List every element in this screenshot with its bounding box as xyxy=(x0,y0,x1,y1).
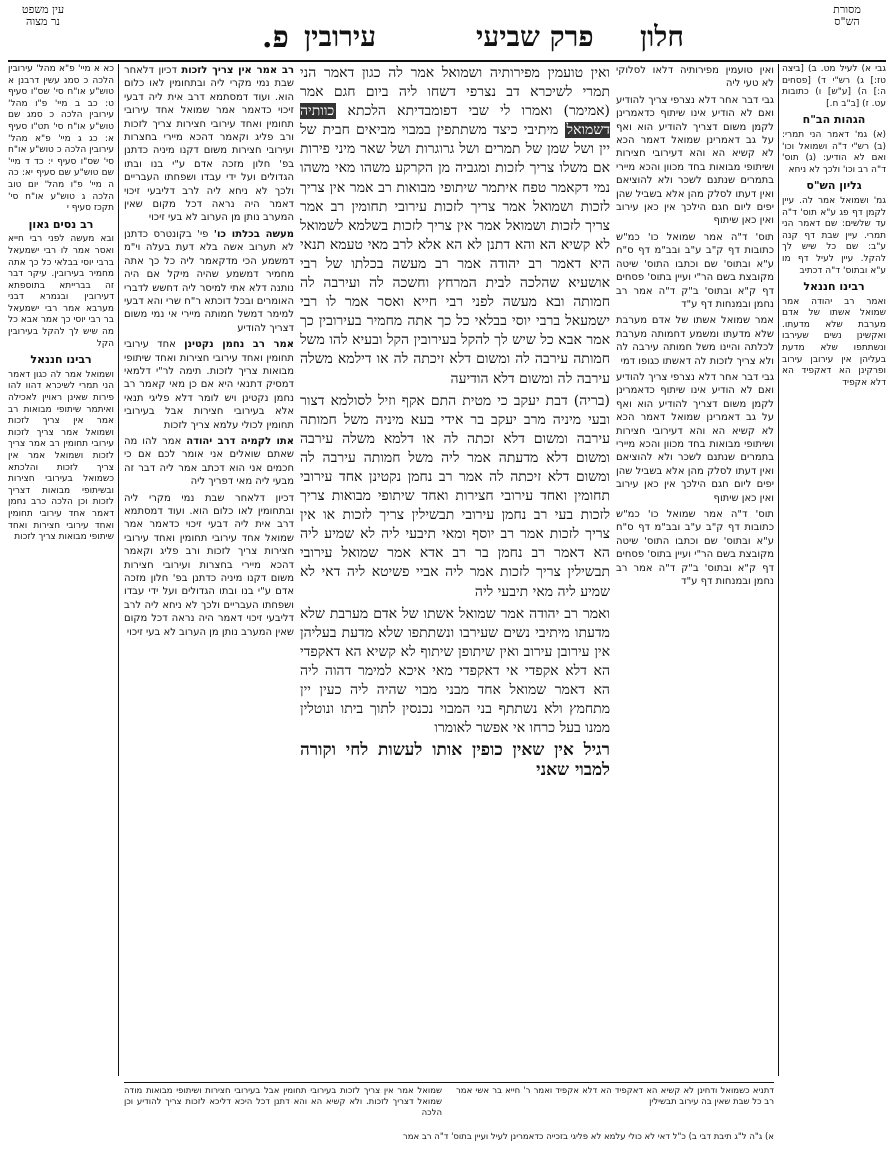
rashi-column xyxy=(616,64,774,1079)
rabbenu-chananel-text: ושמואל אמר לה כגון דאמר הני תמרי לשיכרא דהוו להו פירות שאינן ראויין לאכילה ואיתמר שיתופי מבואות רב אמר אין צריך לזכות ושמואל אמר צריך לזכות עירובי תחומין רב אמר צריך לזכות ושמואל אמר אין צריך לזכות והלכתא כשמואל בעירובי חצירות ובשיתופי מבואות דצריך לזכות וכן הלכה כרב נחמן דאמר אחד עירובי תחומין ואחד עירובי חצירות ואחד שיתופי מבואות צריך לזכות xyxy=(8,369,114,543)
tosafot-text-3: אחד עירובי תחומין ואחד עירובי חצירות ואחד שיתופי מבואות צריך לזכות. תימה לר"י דלמאי דמסיק דתנאי היא אם כן מאי קאמר רב נחמן נקטינן ויש לומר דלא פליגי תנאי אלא בעירובי חצירות אבל בעירובי תחומין לכולי עלמא צריך לזכות xyxy=(124,339,294,431)
tractate-name: עירובין xyxy=(304,20,377,53)
right-margin-column xyxy=(782,64,886,1079)
gemara-block-1: ואין טועמין מפירותיה ושמואל אמר לה כגון דאמר הני תמרי לשיכרא דב נצרפי דשחו ליה ביום חגם אמר (אמימר) ואמרו לי שבי דפומבדיתא הלכתא xyxy=(300,65,610,120)
footnote-right: דתניא כשמואל ודחינן לא קשיא הא דאקפיד הא דלא אקפיד ואמר ר' חייא בר אשי אמר רב כל שבת שאין בה עירוב תבשילין xyxy=(456,1086,774,1107)
rabbenu-heading-right: רבינו חננאל xyxy=(803,280,865,294)
tosafot-heading-4: אתו לקמיה דרב יהודה xyxy=(186,435,294,447)
tosafot-text-repeat: דכיון דלאחר שבת נמי מקרי ליה ובתחומין לאו כלום הוא. ועוד דמסתמא דרב אית ליה דבעי זיכוי כדאמר אמר שמואל אחד עירובי תחומין ואחד עירובי חצירות צריך לזכות ורב פליג וקאמר דהכא מיירי בחצרות ועירובי חצירות משום דקנו מיניה כדתנן בפ' חלון מזכה אדם ע"י בנו ובתו הגדולים ועל ידי עבדו ושפחתו העבריים ולכך לא ניחא ליה לרב דליבעי זיכוי דאמר היה נראה דכל מקום שאין המערב נותן מן הערוב לא בעי זיכוי xyxy=(124,492,294,638)
rabbenu-chananel-heading: רבינו חננאל xyxy=(30,353,92,367)
hagahot-text: (א) גמ' דאמר הני תמרי: (ב) רש"י ד"ה ושמואל וכו' ואם לא הודיע: (ג) תוס' ד"ה רב וכו' ולכך לא ניחא xyxy=(782,129,886,175)
tosafot-column xyxy=(124,64,294,1079)
footnote-left: שמואל אמר אין צריך לזכות בעירובי תחומין אבל בעירובי חצירות ושיתופי מבואות מודה שמואל דצריך לזכות. ולא קשיא הא והא דתנן דכל היכא דליכא לזכות צריך להודיע וכן הלכה xyxy=(124,1086,442,1118)
rashi-body-repeat: גבי דבר אחר דלא נצרפי צריך להודיע ואם לא הודיע אינו שיתוף כדאמרינן לקמן משום דצריך להודיע הוא ואף על גב דאמרינן שמואל דאמר הכא לא קשיא הא והא דעירובי חצירות ושיתופי מבואות בחד מכוון והכא מיירי בתמרים שנתנם לשכר ולא להוציאם ואין דעתו לסלק מהן אלא בשביל שהן יפים ליום חגם הילכך אין כאן עירוב ואין כאן שיתוף xyxy=(616,371,774,504)
hagahot-heading: הגהות הב"ח xyxy=(802,113,866,127)
chapter-label: פרק שביעי xyxy=(476,20,594,53)
tosafot-text-4: אמר להו מה שאתם שואלים אני אומר לכם אם כי חכמים אני הוא דכתב אמר ליה דבר זה מבעי ליה מאי דפריך ליה xyxy=(124,435,294,488)
rashi-body-3: אמר שמואל אשתו של אדם מערבת שלא מדעתו ומשמע דחמותה מערבת לכלתה והיינו משל חמותה עירבה לה ולא צריך לזכות לה דאשתו כגופו דמי xyxy=(616,315,774,367)
tosafot-text-2: פי' בקונטרס כדתנן לא תערוב אשה בלא דעת בעלה וי"מ דמשמע הכי מדקאמר ליה כל כך אתה מחמיר דמשמע שהיה מיקל אם היה נותנה דלא אתי למיסר ליה דחשש לדברי האומרים ובכל דוכתא ר"ח שרי והא דבעי למימר דמשל חמותה מיירי אי נמי משום דצריך להודיע xyxy=(124,228,294,334)
chapter-name: חלון xyxy=(640,20,684,53)
tosafot-heading-3: אמר רב נחמן נקטינן xyxy=(184,339,294,351)
ein-mishpat-text: כא א מיי' פ"א מהל' עירובין הלכה כ סמג עשין דרבנן א טוש"ע או"ח סי' שס"ו סעיף ט: כב ב מיי' פ"ו מהל' עירובין הלכה כ סמג שם טוש"ע או"ח סי' תט"ו סעיף א: כג ג מיי' פ"א מהל' עירובין הלכה כ טוש"ע או"ח סי' שס"ו סעיף י: כד ד מיי' שם טוש"ע שם סעיף יא: כה ה מיי' פ"ו מהל' יום טוב הלכה ג טוש"ע או"ח סי' תקכז סעיף י xyxy=(8,64,114,214)
rav-nissim-heading: רב נסים גאון xyxy=(28,217,94,231)
rabbenu-right-text: ואמר רב יהודה אמר שמואל אשתו של אדם מערבת שלא מדעתו. ואקשינן נשים שעירבו ונשתתפו שלא מדעת בעליהן אין עירובן עירוב ופרקינן הא דאקפיד הא דלא אקפיד xyxy=(782,296,886,388)
rashi-body-2: תוס' ד"ה אמר שמואל כו' כמ"ש כתובות דף ק"ב ע"ב ובב"מ דף ס"ח ע"א ובתוס' שם וכתבו התוס' שיטה מקובצת בשם הר"י ועיין בתוס' פסחים דף ק"א ובתוס' ב"ק ד"ה אמר רב נחמן ובמנחות דף ע"ד xyxy=(616,231,774,310)
footnote-bottom: א) ג"ה ל"ג תיבת דבי ב) כ"ל דאי לא כולי עלמא לא פליגי בזכייה כדאמרינן לעיל ועיין בתוס' ד"ה רב אמר xyxy=(402,1132,774,1142)
gilyon-heading: גליון הש"ס xyxy=(806,179,862,193)
tosafot-text-1: דכיון דלאחר שבת נמי מקרי ליה ובתחומין לאו כלום הוא. ועוד דמסתמא דרב אית ליה דבעי זיכוי כדאמר אמר שמואל אחד עירובי תחומין ואחד עירובי חצירות צריך לזכות ורב פליג וקאמר דהכא מיירי בחצרות ועירובי חצירות משום דקנו מיניה כדתנן בפ' חלון מזכה אדם ע"י בנו ובתו הגדולים ועל ידי עבדו ושפחתו העבריים ולכך לא ניחא ליה לרב דליבעי זיכוי דאמר היה נראה דכל מקום שאין המערב נותן מן הערוב לא בעי זיכוי xyxy=(124,65,294,224)
column-rule xyxy=(118,64,119,1076)
tosafot-heading-2: מעשה בכלתו כו' xyxy=(213,228,294,240)
tosafot-heading-1: רב אמר אין צריך לזכות xyxy=(181,65,294,76)
highlighted-phrase: כוותיה דשמואל xyxy=(300,103,610,139)
gemara-block-5: רגיל אין שאין כופין אותו לעשות לחי וקורה למבוי שאני xyxy=(300,740,610,781)
masoret-label: מסורת הש"ס xyxy=(833,3,861,28)
gemara-block-3: (בריה) דבת יעקב כי מטית התם אקף וזיל לסולמא דצור ובעי מיניה מרב יעקב בר אידי בעא מיניה משל חמותה עירבה ומשום דלא זכתה לה או דלמא משלה עירבה ומשום דלא מדעתה אמר ליה משל חמותה עירבה לה ומשום דלא זיכתה לה אמר רב נחמן נקטינן אחד עירובי תחומין ואחד עירובי חצירות ואחד שיתופי מבואות צריך לזכות בעי רב נחמן עירובי תבשילין צריך לזכות או אין צריך לזכות אמר רב יוסף ומאי תיבעי ליה לא שמיע ליה הא דאמר רב נחמן בר רב אדא אמר שמואל עירובי תבשילין צריך לזכות אמר ליה אביי פשיטא ליה דאי לא שמיע ליה מאי תיבעי ליה xyxy=(300,392,610,600)
gemara-block-4: ואמר רב יהודה אמר שמואל אשתו של אדם מערבת שלא מדעתו מיתיבי נשים שעירבו ונשתתפו שלא מדעת בעליהן אין עירובן עירוב ואין שיתופן שיתוף לא קשיא הא דאקפדי הא דלא אקפדי אי דאקפדי מאי איכא למימר דהוה ליה הא דאמר שמואל אחד מבני מבוי שהיה ליה כעין יין מתחמץ ולא נשתתף בני המבוי נכנסין לתוך ביתו ונוטלין ממנו בעל כרחו אי אפשר לאומרו xyxy=(300,605,610,737)
header-rule xyxy=(8,60,886,62)
rashi-intro: ואין טועמין מפירותיה דלאו לסלוקי לא טעי ליה xyxy=(616,65,774,90)
ein-mishpat-label: עין משפט נר מצוה xyxy=(21,3,65,28)
rashi-body-2-repeat: תוס' ד"ה אמר שמואל כו' כמ"ש כתובות דף ק"ב ע"ב ובב"מ דף ס"ח ע"א ובתוס' שם וכתבו התוס' שיטה מקובצת בשם הר"י ועיין בתוס' פסחים דף ק"א ובתוס' ב"ק ד"ה אמר רב נחמן ובמנחות דף ע"ד xyxy=(616,509,774,588)
gemara-main-text xyxy=(300,64,610,1072)
masoret-hashas: גבי א) לעיל מט. ב) [ביצה טז:] ג) רש"י ד) [פסחים ה:] ה) [ע"ש] ו) כתובות עט. ז) [ב"ב ח.] xyxy=(782,64,886,109)
page-number: פ. xyxy=(262,20,289,55)
footnote-rule xyxy=(124,1082,774,1083)
page-header xyxy=(0,0,894,62)
gilyon-text: גמ' ושמואל אמר לה. עיין לקמן דף פג ע"א תוס' ד"ה עד שלשים: שם דאמר הני תמרי. עיין שבת דף קנה ע"ב: שם כל שיש לך להקל. עיין לעיל דף מו ע"א ובתוס' ד"ה דכתיב xyxy=(782,195,886,276)
gemara-block-2: מיתיבי כיצד משתתפין במבוי מביאים חבית של יין ושל שמן של תמרים ושל גרוגרות ושל שאר מיני פירות אם משלו צריך לזכות ומגביה מן הקרקע משהו מאי משהו נמי דקאמר טפח איתמר שיתופי מבואות רב אמר אין צריך לזכות ושמואל אמר צריך לזכות עירובי תחומין רב אמר צריך לזכות ושמואל אמר אין צריך לזכות בשלמא לשמואל לא קשיא הא והא דתנן לא הא אלא לרב מאי טעמא תנאי היא דאמר רב יהודה אמר רב מעשה בכלתו של רבי אושעיא שהלכה לבית המרחץ וחשכה לה ועירבה לה חמותה ובא מעשה לפני רבי חייא ואסר אמר לו רבי ישמעאל ברבי יוסי בבלאי כל כך אתה מחמיר בעירובין כך אמר אבא כל שיש לך להקל בעירובין הקל ובעיא להו משל חמותה עירבה לה ומשום דלא זיכתה לה או דילמא משלה עירבה לה ומשום דלא הודיעה xyxy=(300,122,610,387)
rav-nissim-text: ובא מעשה לפני רבי חייא ואסר אמר לו רבי ישמעאל ברבי יוסי בבלאי כל כך אתה מחמיר בעירובין. עיקר דבר זה בברייתא בתוספתא דעירובין ובגמרא דבני מערבא אמר רבי ישמעאל בר רבי יוסי כך אמר אבא כל מה שיש לך להקל בעירובין הקל xyxy=(8,234,114,349)
left-margin-column xyxy=(8,64,114,1079)
column-rule xyxy=(778,64,779,1076)
rashi-body: גבי דבר אחר דלא נצרפי צריך להודיע ואם לא הודיע אינו שיתוף כדאמרינן לקמן משום דצריך להודיע הוא ואף על גב דאמרינן שמואל דאמר הכא לא קשיא הא והא דעירובי חצירות ושיתופי מבואות בחד מכוון והכא מיירי בתמרים שנתנם לשכר ולא להוציאם ואין דעתו לסלק מהן אלא בשביל שהן יפים ליום חגם הילכך אין כאן עירוב ואין כאן שיתוף xyxy=(616,94,774,227)
